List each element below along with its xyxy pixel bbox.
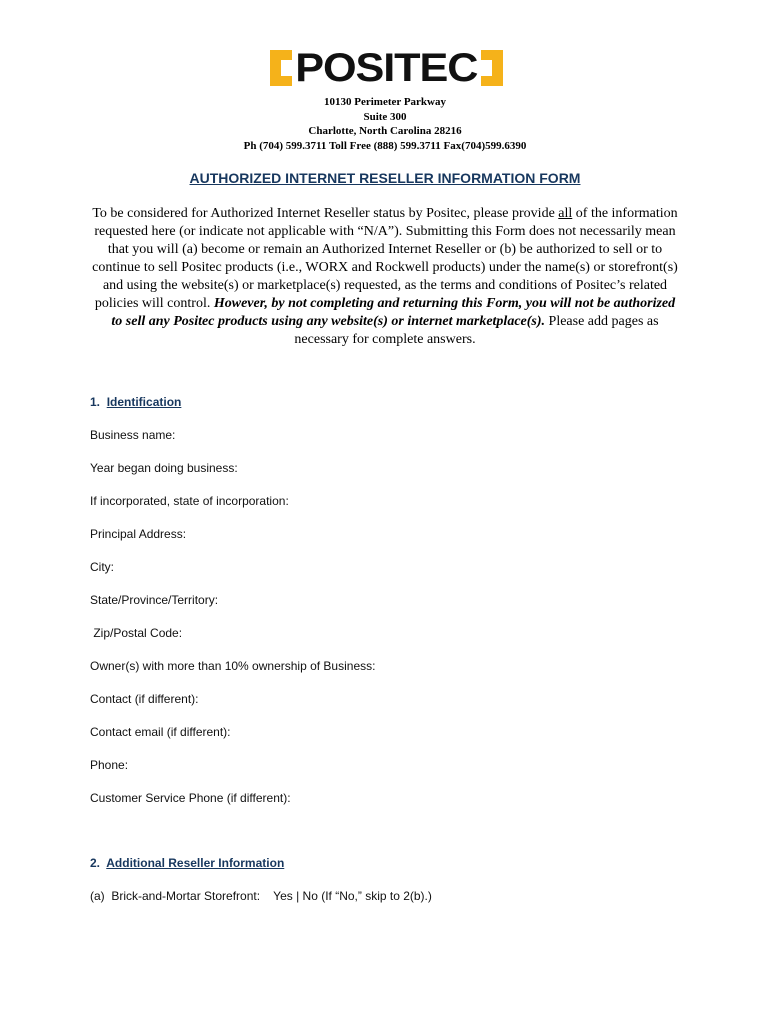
section-number: 1. xyxy=(90,395,101,409)
section-additional-heading xyxy=(90,856,284,870)
logo-text: POSITEC xyxy=(295,46,478,90)
address-city: Charlotte, North Carolina 28216 xyxy=(308,125,462,137)
field-state-province: State/Province/Territory: xyxy=(90,593,219,607)
field-contact-email: Contact email (if different): xyxy=(90,725,231,739)
address-phone: Ph (704) 599.3711 Toll Free (888) 599.3711 Fax(704)599.6390 xyxy=(243,139,527,152)
intro-text-3: Please add pages as necessary for complete answers. xyxy=(294,314,659,347)
intro-warning: However, by not completing and returning this Form, you will not be authorized to sell any Positec products using any website(s) or internet marketplace(s). xyxy=(111,296,676,329)
field-zip: Zip/Postal Code: xyxy=(90,626,183,640)
section-identification-heading xyxy=(90,395,181,409)
field-business-name: Business name: xyxy=(90,428,176,442)
field-year-began: Year began doing business: xyxy=(90,461,238,475)
section-number: 2. xyxy=(90,856,101,870)
company-address xyxy=(0,95,770,153)
field-owners: Owner(s) with more than 10% ownership of Business: xyxy=(90,659,376,673)
field-state-incorporation: If incorporated, state of incorporation: xyxy=(90,494,289,508)
field-customer-service-phone: Customer Service Phone (if different): xyxy=(90,791,291,805)
address-street: 10130 Perimeter Parkway xyxy=(324,96,446,108)
form-title: AUTHORIZED INTERNET RESELLER INFORMATION FORM xyxy=(189,170,581,186)
section-label: Identification xyxy=(106,395,182,409)
logo-right-bracket xyxy=(477,50,503,86)
logo-left-bracket xyxy=(270,50,296,86)
section-label: Additional Reseller Information xyxy=(106,856,285,870)
field-phone: Phone: xyxy=(90,758,129,772)
intro-paragraph xyxy=(90,205,680,349)
intro-text-1: To be considered for Authorized Internet Reseller status by Positec, please provide xyxy=(92,206,559,221)
field-contact: Contact (if different): xyxy=(90,692,199,706)
intro-text-2: of the information requested here (or indicate not applicable with “N/A”). Submitting this Form does not necessarily mean that you will (a) become or remain an Authorized Internet Reseller or (b) be authorized to sell or to continue to sell Positec products (i.e., WORX and Rockwell products) under the name(s) or storefront(s) and using the website(s) or marketplace(s) requested, as the terms and conditions of Positec’s related policies will control. xyxy=(92,206,678,311)
intro-underlined: all xyxy=(558,206,573,221)
item-brick-and-mortar: (a) Brick-and-Mortar Storefront: Yes | No (If “No,” skip to 2(b).) xyxy=(90,889,432,903)
address-suite: Suite 300 xyxy=(363,110,407,123)
positec-logo xyxy=(243,48,530,88)
field-principal-address: Principal Address: xyxy=(90,527,187,541)
field-city: City: xyxy=(90,560,114,574)
